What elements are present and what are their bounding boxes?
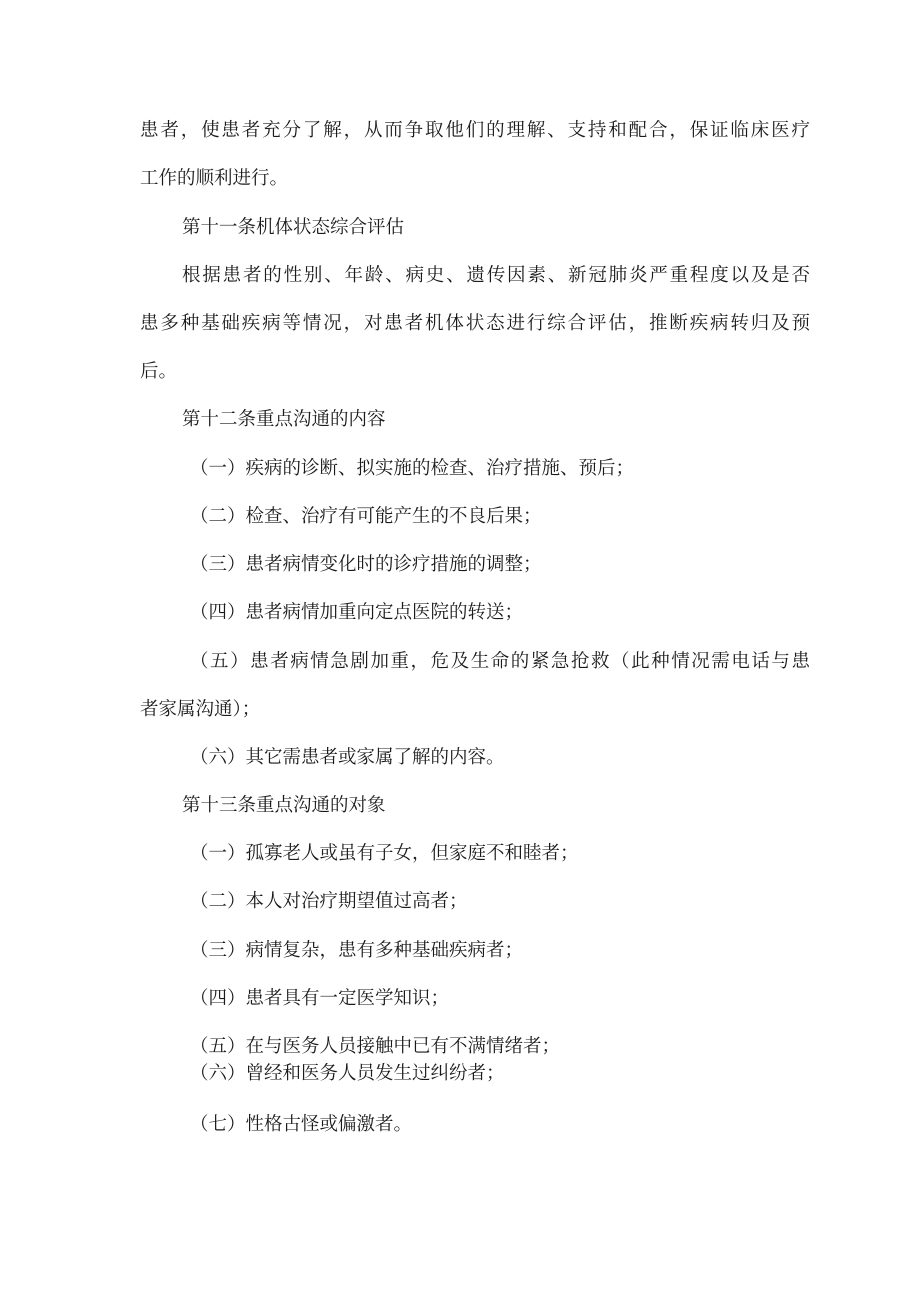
intro-line-1: 患者，使患者充分了解，从而争取他们的理解、支持和配合，保证临床医疗 xyxy=(140,120,810,141)
article-13-item-4: （四）患者具有一定医学知识； xyxy=(190,988,450,1009)
article-12-item-3: （三）患者病情变化时的诊疗措施的调整； xyxy=(190,554,542,575)
article-13-item-1: （一）孤寡老人或虽有子女，但家庭不和睦者； xyxy=(190,843,579,864)
article-12-item-5: （五）患者病情急剧加重，危及生命的紧急抢救（此种情况需电话与患 xyxy=(190,651,810,672)
article-13-item-7: （七）性格古怪或偏激者。 xyxy=(190,1114,413,1135)
article-12-item-6: （六）其它需患者或家属了解的内容。 xyxy=(190,747,505,768)
article-12-item-5-continued: 者家属沟通）； xyxy=(140,699,261,720)
article-11-line-3: 后。 xyxy=(140,361,178,382)
article-12-heading: 第十二条重点沟通的内容 xyxy=(182,409,386,430)
article-11-heading: 第十一条机体状态综合评估 xyxy=(182,217,405,238)
article-12-item-1: （一）疾病的诊断、拟实施的检查、治疗措施、预后； xyxy=(190,458,635,479)
article-13-heading: 第十三条重点沟通的对象 xyxy=(182,795,386,816)
article-13-item-3: （三）病情复杂，患有多种基础疾病者； xyxy=(190,940,524,961)
article-13-item-6: （六）曾经和医务人员发生过纠纷者； xyxy=(190,1063,505,1084)
intro-line-2: 工作的顺利进行。 xyxy=(140,168,289,189)
article-12-item-2: （二）检查、治疗有可能产生的不良后果； xyxy=(190,506,542,527)
article-11-line-1: 根据患者的性别、年龄、病史、遗传因素、新冠肺炎严重程度以及是否 xyxy=(182,265,810,286)
article-11-line-2: 患多种基础疾病等情况，对患者机体状态进行综合评估，推断疾病转归及预 xyxy=(140,313,810,334)
article-13-item-2: （二）本人对治疗期望值过高者； xyxy=(190,891,468,912)
article-13-item-5: （五）在与医务人员接触中已有不满情绪者； xyxy=(190,1036,561,1057)
article-12-item-4: （四）患者病情加重向定点医院的转送； xyxy=(190,602,524,623)
